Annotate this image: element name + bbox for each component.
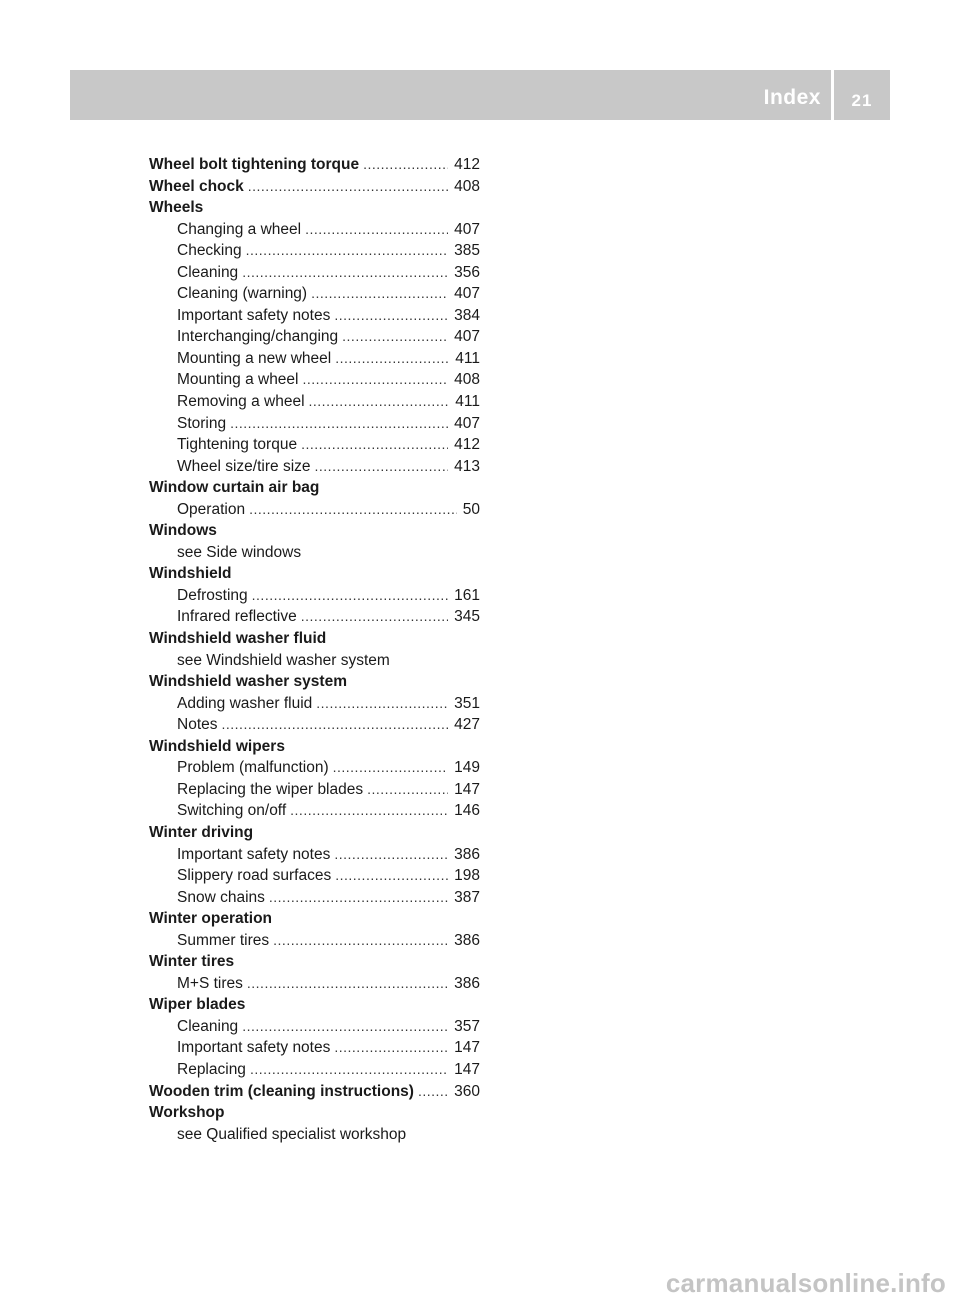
index-term: Wooden trim (cleaning instructions) — [149, 1082, 414, 1100]
dot-leader — [311, 283, 448, 305]
dot-leader — [230, 413, 448, 435]
dot-leader — [367, 779, 448, 801]
index-term: Important safety notes — [177, 845, 331, 863]
dot-leader — [334, 305, 448, 327]
index-term: Windshield washer system — [149, 673, 347, 691]
index-subentry — [149, 326, 480, 348]
index-subentry — [149, 413, 480, 435]
index-entry — [149, 736, 480, 758]
index-term: Mounting a new wheel — [177, 349, 332, 367]
index-page-ref: 386 — [454, 931, 480, 949]
index-subentry — [149, 714, 480, 736]
index-page-ref: 384 — [454, 306, 480, 324]
index-term: Important safety notes — [177, 1039, 331, 1057]
dot-leader — [305, 219, 448, 241]
dot-leader — [246, 240, 449, 262]
index-term: Window curtain air bag — [149, 479, 320, 497]
dot-leader — [249, 499, 457, 521]
index-term: Windows — [149, 522, 217, 540]
index-subentry — [149, 1124, 480, 1146]
index-term: Summer tires — [177, 931, 270, 949]
index-subentry — [149, 1037, 480, 1059]
index-entry — [149, 628, 480, 650]
index-term: Important safety notes — [177, 306, 331, 324]
dot-leader — [316, 693, 448, 715]
index-entry — [149, 908, 480, 930]
index-page-ref: 412 — [454, 436, 480, 454]
dot-leader — [363, 154, 448, 176]
index-page-ref: 407 — [454, 285, 480, 303]
index-page-ref: 387 — [454, 888, 480, 906]
index-page-ref: 161 — [454, 586, 480, 604]
index-subentry — [149, 779, 480, 801]
index-subentry — [149, 1016, 480, 1038]
index-term: Checking — [177, 242, 242, 260]
index-term: Changing a wheel — [177, 220, 302, 238]
index-page-ref: 411 — [455, 349, 480, 367]
index-subentry — [149, 434, 480, 456]
dot-leader — [273, 930, 448, 952]
index-term: Wheel chock — [149, 177, 244, 195]
index-term: Replacing — [177, 1060, 246, 1078]
index-page-ref: 147 — [454, 1039, 480, 1057]
section-title: Index — [763, 86, 821, 109]
index-subentry — [149, 757, 480, 779]
index-term: Slippery road surfaces — [177, 867, 332, 885]
dot-leader — [222, 714, 449, 736]
index-term: Cleaning — [177, 1017, 239, 1035]
index-subentry — [149, 585, 480, 607]
index-page-ref: 386 — [454, 845, 480, 863]
index-subentry — [149, 693, 480, 715]
index-term: Winter operation — [149, 910, 273, 928]
index-subentry — [149, 283, 480, 305]
index-subentry — [149, 844, 480, 866]
index-subentry — [149, 456, 480, 478]
index-page-ref: 360 — [454, 1082, 480, 1100]
dot-leader — [333, 757, 449, 779]
index-term: Storing — [177, 414, 227, 432]
index-page-ref: 407 — [454, 414, 480, 432]
index-entry — [149, 951, 480, 973]
page-number: 21 — [851, 91, 873, 110]
dot-leader — [269, 887, 448, 909]
index-term: Interchanging/changing — [177, 328, 339, 346]
index-page-ref: 147 — [454, 1060, 480, 1078]
dot-leader — [315, 456, 449, 478]
dot-leader — [309, 391, 450, 413]
index-entry — [149, 994, 480, 1016]
index-entry — [149, 520, 480, 542]
index-page-ref: 351 — [454, 694, 480, 712]
index-entry — [149, 563, 480, 585]
index-subentry — [149, 650, 480, 672]
index-page-ref: 149 — [454, 759, 480, 777]
index-page-ref: 413 — [454, 457, 480, 475]
index-page-ref: 408 — [454, 177, 480, 195]
dot-leader — [303, 369, 449, 391]
index-page-ref: 412 — [454, 156, 480, 173]
index-subentry — [149, 219, 480, 241]
dot-leader — [242, 262, 448, 284]
index-term: Wheel bolt tightening torque — [149, 156, 360, 173]
index-page-ref: 407 — [454, 220, 480, 238]
index-term: Notes — [177, 716, 218, 734]
index-page-ref: 357 — [454, 1017, 480, 1035]
index-term: Switching on/off — [177, 802, 287, 820]
index-subentry — [149, 865, 480, 887]
index-term: Wheels — [149, 199, 204, 217]
index-term: Defrosting — [177, 586, 248, 604]
index-subentry — [149, 800, 480, 822]
index-page-ref: 411 — [455, 393, 480, 411]
index-subentry — [149, 348, 480, 370]
index-entry — [149, 1102, 480, 1124]
dot-leader — [334, 844, 448, 866]
dot-leader — [242, 1016, 448, 1038]
index-subentry — [149, 499, 480, 521]
index-subentry — [149, 391, 480, 413]
index-term: Wheel size/tire size — [177, 457, 311, 475]
index-subentry — [149, 1059, 480, 1081]
index-subentry — [149, 930, 480, 952]
index-term: Windshield — [149, 565, 232, 583]
index-page-ref: 386 — [454, 974, 480, 992]
dot-leader — [250, 1059, 448, 1081]
index-term: Cleaning (warning) — [177, 285, 308, 303]
index-term: Cleaning — [177, 263, 239, 281]
dot-leader — [335, 348, 449, 370]
index-term: Windshield wipers — [149, 737, 285, 755]
dot-leader — [290, 800, 448, 822]
index-entry — [149, 154, 480, 176]
index-term: see Windshield washer system — [177, 651, 390, 669]
index-entry — [149, 176, 480, 198]
index-term: Operation — [177, 500, 246, 518]
index-term: Winter tires — [149, 953, 235, 971]
index-subentry — [149, 240, 480, 262]
index-term: Mounting a wheel — [177, 371, 299, 389]
index-page-ref: 356 — [454, 263, 480, 281]
index-page-ref: 50 — [462, 500, 480, 518]
index-term: see Qualified specialist workshop — [177, 1125, 407, 1143]
index-subentry — [149, 606, 480, 628]
index-entry — [149, 822, 480, 844]
dot-leader — [342, 326, 448, 348]
index-subentry — [149, 369, 480, 391]
index-page-ref: 385 — [454, 242, 480, 260]
index-term: Windshield washer fluid — [149, 630, 327, 648]
index-term: Replacing the wiper blades — [177, 780, 364, 798]
dot-leader — [335, 865, 448, 887]
index-entry — [149, 1081, 480, 1103]
index-page-ref: 147 — [454, 780, 480, 798]
index-page-ref: 198 — [454, 867, 480, 885]
dot-leader — [334, 1037, 448, 1059]
index-term: Tightening torque — [177, 436, 298, 454]
index-entry — [149, 477, 480, 499]
index-term: Snow chains — [177, 888, 265, 906]
index-entry — [149, 671, 480, 693]
index-page-ref: 427 — [454, 716, 480, 734]
watermark: carmanualsonline.info — [665, 1268, 946, 1298]
index-subentry — [149, 262, 480, 284]
index-list — [149, 154, 480, 1145]
index-subentry — [149, 542, 480, 564]
dot-leader — [252, 585, 448, 607]
index-term: see Side windows — [177, 543, 302, 561]
index-term: Infrared reflective — [177, 608, 297, 626]
index-term: M+S tires — [177, 974, 243, 992]
index-subentry — [149, 305, 480, 327]
index-subentry — [149, 887, 480, 909]
index-page-ref: 146 — [454, 802, 480, 820]
index-term: Wiper blades — [149, 996, 246, 1014]
dot-leader — [248, 176, 448, 198]
index-page-ref: 345 — [454, 608, 480, 626]
index-page-ref: 407 — [454, 328, 480, 346]
index-term: Workshop — [149, 1104, 225, 1122]
index-page-ref: 408 — [454, 371, 480, 389]
index-term: Problem (malfunction) — [177, 759, 329, 777]
dot-leader — [247, 973, 448, 995]
index-entry — [149, 197, 480, 219]
index-term: Removing a wheel — [177, 393, 305, 411]
index-term: Winter driving — [149, 823, 254, 841]
index-subentry — [149, 973, 480, 995]
dot-leader — [301, 606, 448, 628]
index-term: Adding washer fluid — [177, 694, 313, 712]
dot-leader — [301, 434, 448, 456]
dot-leader — [418, 1081, 448, 1103]
